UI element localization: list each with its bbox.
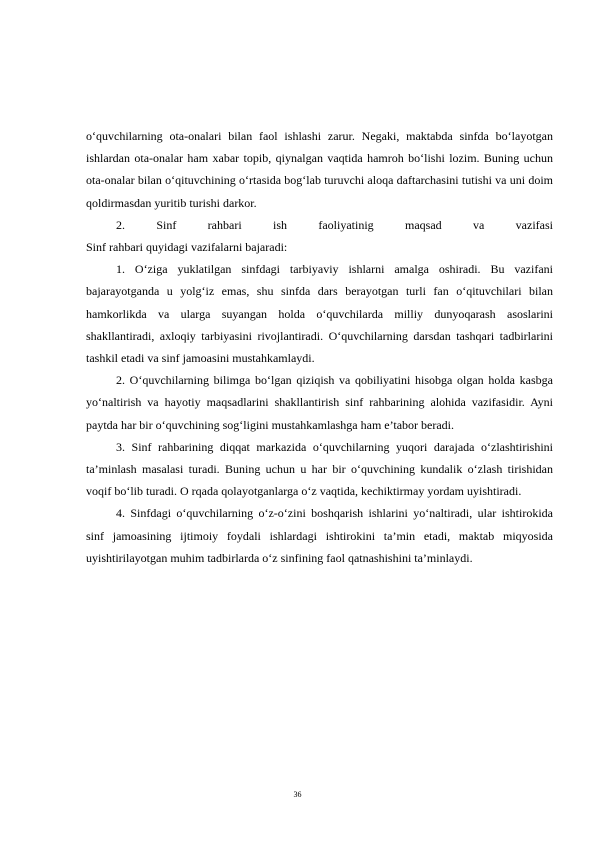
body-text xyxy=(86,125,553,569)
paragraph-continued: o‘quvchilarning ota-onalari bilan faol ishlashi zarur. Negaki, maktabda sinfda bo‘layotgan ishlardan ota-onalar ham xabar topib, qiynalgan vaqtida hamroh bo‘lishi lozim. Buning uchun ota-onalar bilan o‘qituvchining o‘rtasida bog‘lab turuvchi aloqa daftarchasini tutishi va uni doim qoldirmasdan yuritib turishi darkor. xyxy=(86,129,553,210)
page-number: 36 xyxy=(293,790,302,799)
list-item-2: 2. O‘quvchilarning bilimga bo‘lgan qiziqish va qobiliyatini hisobga olgan holda kasbga yo‘naltirish va hayotiy maqsadlarini shakllantirish sinf rahbarining alohida vazifasidir. Ayni paytda har bir o‘quvchining sog‘ligini mustahkamlashga ham e’tabor beradi. xyxy=(86,373,553,432)
list-item-1: 1. O‘ziga yuklatilgan sinfdagi tarbiyaviy ishlarni amalga oshiradi. Bu vazifani bajarayotganda u yolg‘iz emas, shu sinfda dars berayotgan turli fan o‘qituvchilari bilan hamkorlikda va ularga suyangan holda o‘quvchilarda milliy dunyoqarash asoslarini shakllantiradi, axloqiy tarbiyasini rivojlantiradi. O‘quvchilarning darsdan tashqari tadbirlarini tashkil etadi va sinf jamoasini mustahkamlaydi. xyxy=(86,262,553,366)
list-item-3: 3. Sinf rahbarining diqqat markazida o‘quvchilarning yuqori darajada o‘zlashtirishini ta’minlash masalasi turadi. Buning uchun u har bir o‘quvchining kundalik o‘zlash tirishidan voqif bo‘lib turadi. O rqada qolayotganlarga o‘z vaqtida, kechiktirmay yordam uyishtiradi. xyxy=(86,439,553,499)
list-item-4: 4. Sinfdagi o‘quvchilarning o‘z-o‘zini boshqarish ishlarini yo‘naltiradi, ular ishtirokida sinf jamoasining ijtimoiy foydali ishlardagi ishtirokini ta’min etadi, maktab miqyosida uyishtirilayotgan muhim tadbirlarda o‘z sinfining faol qatnashishini ta’minlaydi. xyxy=(86,506,553,565)
section-intro: Sinf rahbari quyidagi vazifalarni bajaradi: xyxy=(86,240,288,255)
section-heading: 2. Sinf rahbari ish faoliyatinig maqsad va vazifasi xyxy=(116,217,553,232)
